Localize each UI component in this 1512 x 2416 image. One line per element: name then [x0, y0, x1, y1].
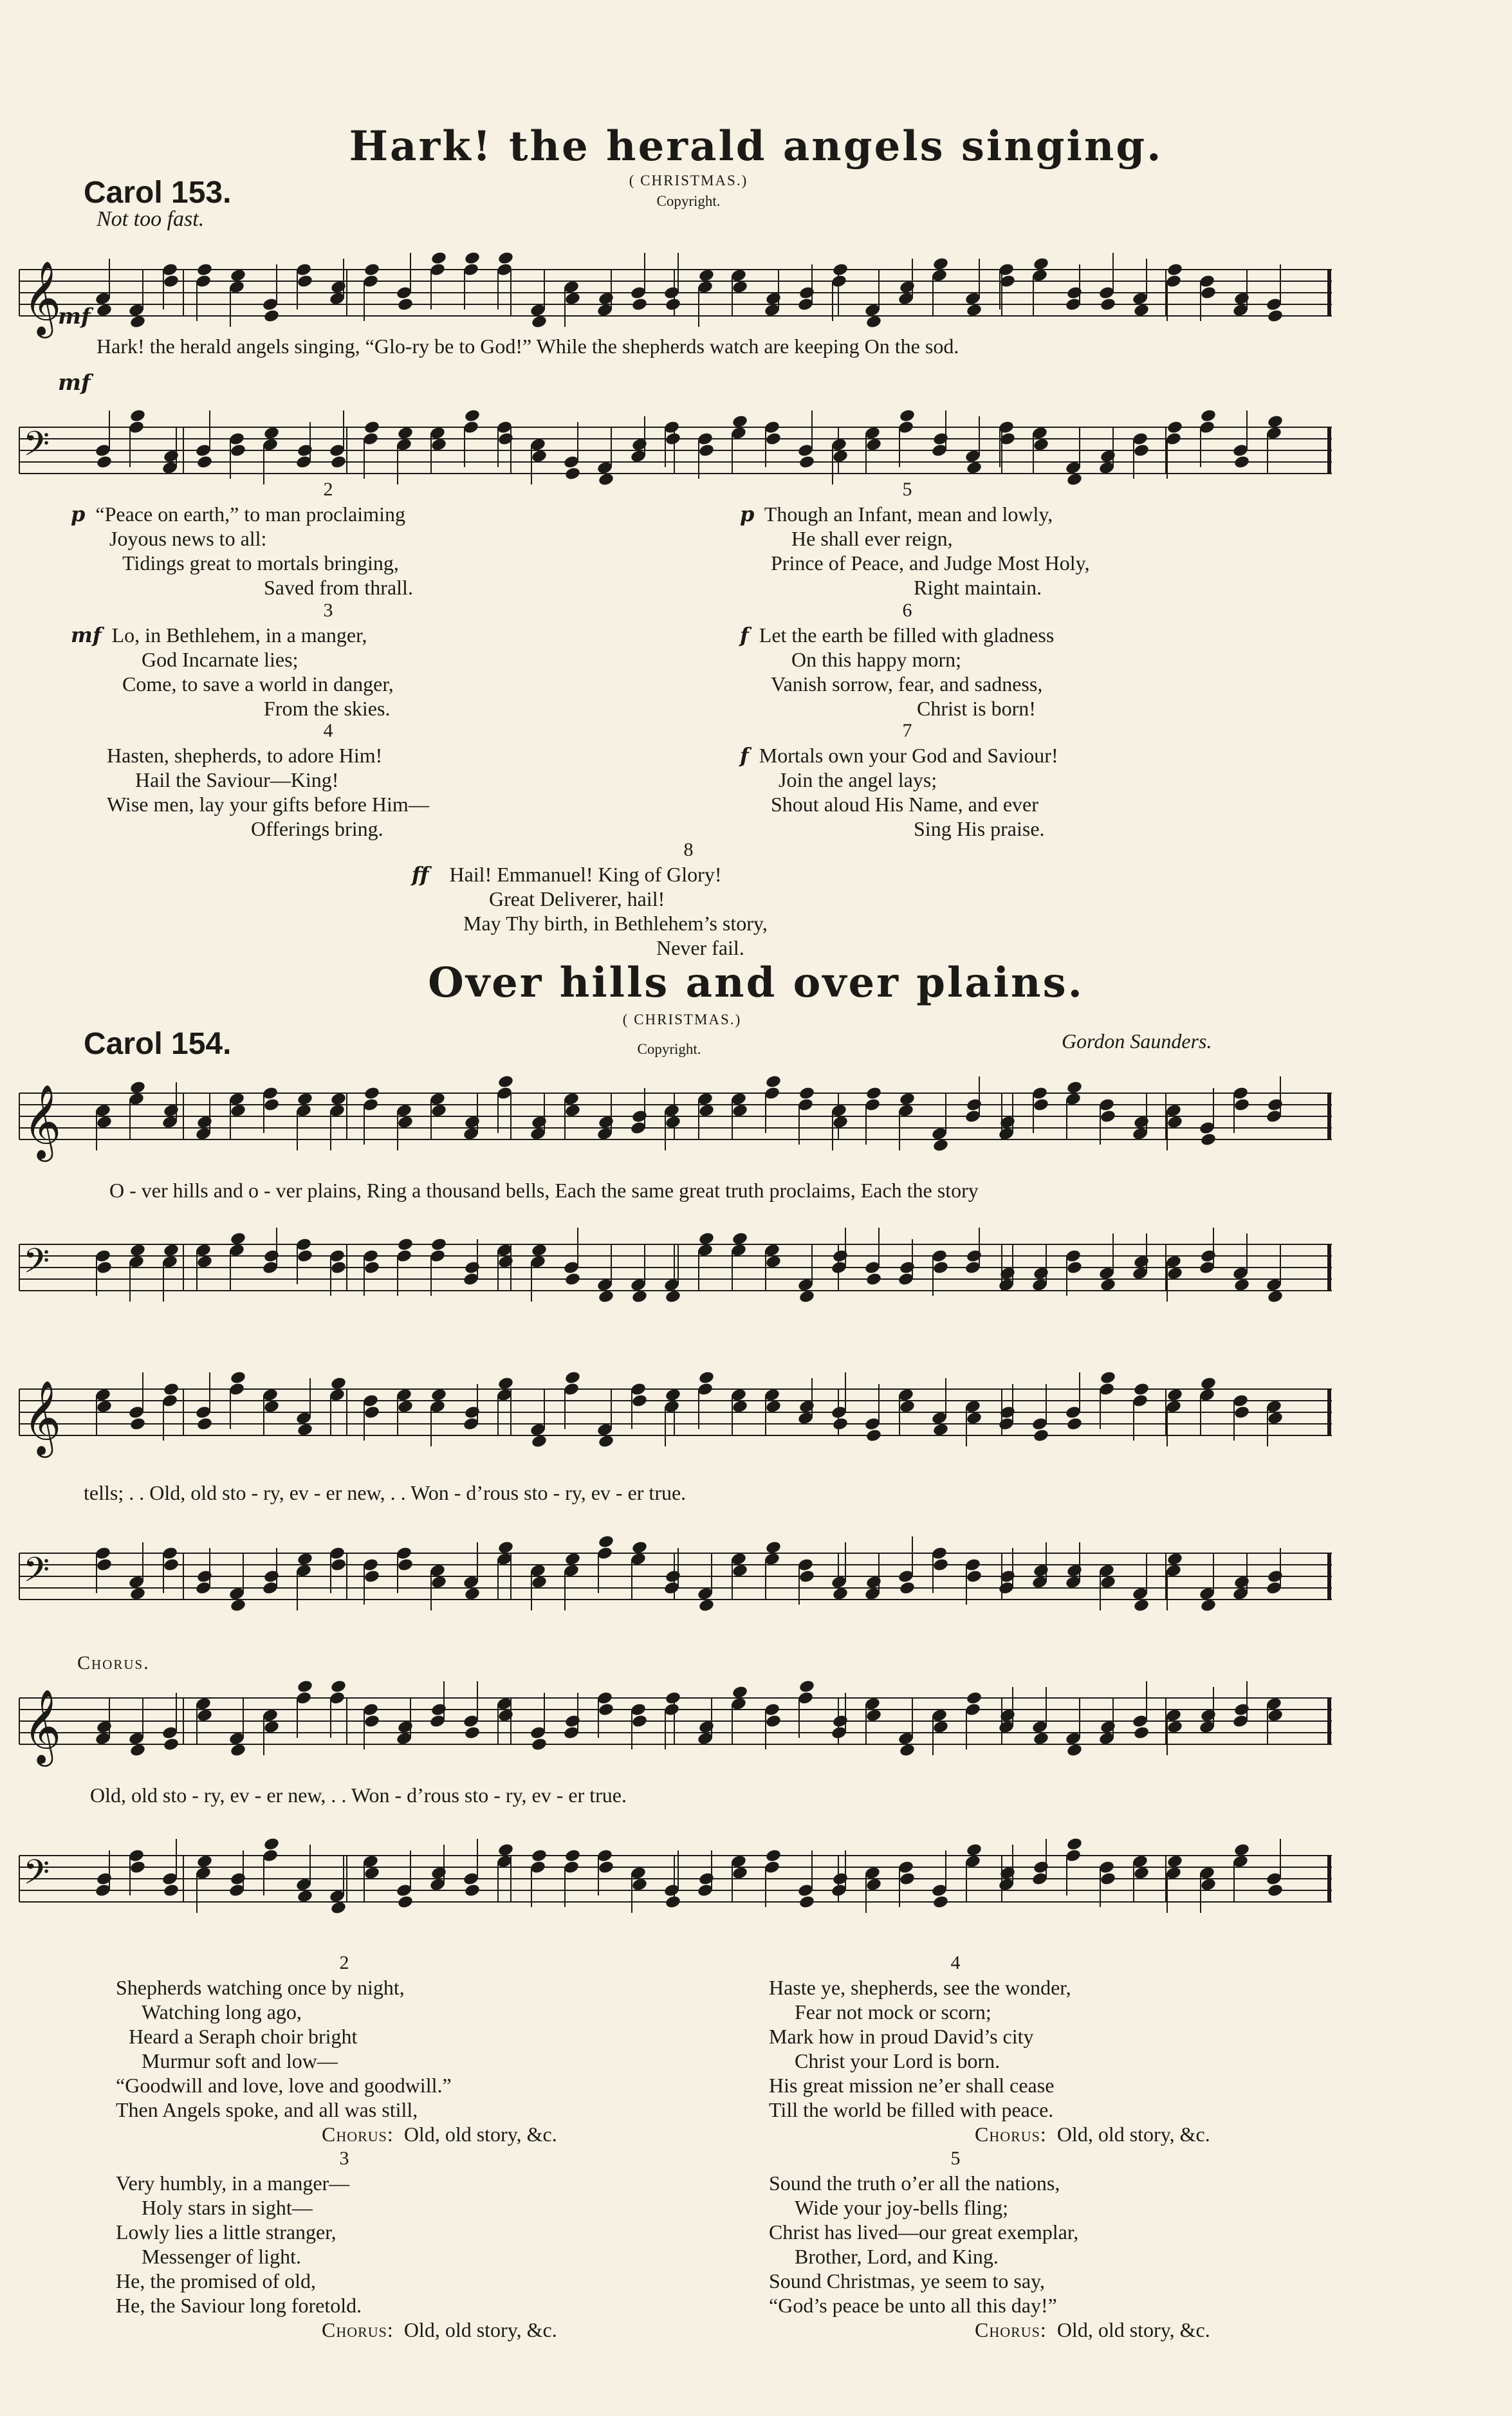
chorus-word: Chorus:: [975, 2318, 1047, 2341]
verse-line: Sound Christmas, ye seem to say,: [769, 2269, 1045, 2292]
chorus-word: Chorus:: [322, 2318, 394, 2341]
verse-line: “Goodwill and love, love and goodwill.”: [116, 2074, 452, 2097]
chorus-word: Chorus:: [322, 2123, 394, 2146]
verse-number: 4: [323, 720, 333, 741]
verse-number: 5: [950, 2148, 961, 2169]
verse-line: “Peace on earth,” to man proclaiming: [95, 503, 405, 526]
verse-line: Fear not mock or scorn;: [795, 2000, 991, 2024]
verse-line: Heard a Seraph choir bright: [129, 2025, 358, 2048]
carol-154-system-2-bass: [19, 1512, 1332, 1641]
verse-line: Right maintain.: [914, 576, 1042, 599]
verse-line: His great mission ne’er shall cease: [769, 2074, 1055, 2097]
carol-153-dynamic-treble: mf: [58, 304, 91, 329]
verse-line: Offerings bring.: [251, 817, 383, 840]
verse-line: Great Deliverer, hail!: [489, 887, 665, 910]
carol-154-composer: Gordon Saunders.: [1062, 1029, 1212, 1053]
notes: [95, 1228, 1284, 1304]
verse-line: Brother, Lord, and King.: [795, 2245, 999, 2268]
verse-line: Christ has lived—our great exemplar,: [769, 2220, 1079, 2244]
carol-154-chorus-bass: [19, 1814, 1332, 1943]
verse-line: Vanish sorrow, fear, and sadness,: [771, 672, 1043, 696]
verse-line: Mark how in proud David’s city: [769, 2025, 1034, 2048]
verse-line: Hail! Emmanuel! King of Glory!: [449, 863, 722, 886]
verse-number: 7: [902, 720, 912, 741]
verse-line: Come, to save a world in danger,: [122, 672, 394, 696]
notes: [95, 1074, 1284, 1153]
carol-153-verse-6: [740, 598, 1293, 721]
carol-153-verse-4: [71, 719, 585, 841]
verse-line: “God’s peace be unto all this day!”: [769, 2294, 1057, 2317]
carol-153-copyright: Copyright.: [656, 193, 721, 209]
verse-line: Watching long ago,: [142, 2000, 302, 2024]
verse-line: Mortals own your God and Saviour!: [759, 744, 1058, 767]
notes: [95, 1837, 1284, 1915]
carol-153-verse-7: [740, 719, 1293, 841]
verse-number: 3: [323, 600, 333, 621]
verse-dynamic: f: [740, 623, 749, 647]
verse-line: Wide your joy-bells fling;: [795, 2196, 1008, 2219]
verse-line: He, the Saviour long foretold.: [116, 2294, 362, 2317]
notes: [95, 409, 1284, 487]
verse-line: Joyous news to all:: [109, 527, 267, 550]
verse-line: Shepherds watching once by night,: [116, 1976, 405, 1999]
verse-line: Tidings great to mortals bringing,: [122, 551, 399, 575]
verse-line: Then Angels spoke, and all was still,: [116, 2098, 418, 2121]
verse-line: Very humbly, in a manger—: [116, 2172, 350, 2195]
treble-clef-icon: 𝄞: [23, 1688, 62, 1764]
chorus-word: Chorus:: [975, 2123, 1047, 2146]
verse-dynamic: p: [740, 502, 755, 526]
carol-153-verse-8: [412, 838, 1055, 960]
carol-154-verse-4: [769, 1951, 1335, 2146]
carol-154-chorus-lyric: Old, old sto - ry, ev - er new, . . Won - d’rous sto - ry, ev - er true.: [90, 1784, 627, 1807]
chorus-label: Chorus.: [77, 1652, 150, 1674]
verse-line: Shout aloud His Name, and ever: [771, 793, 1038, 816]
chorus-ref: Old, old story, &c.: [1056, 2318, 1210, 2341]
carol-153-lyric: Hark! the herald angels singing, “Glo-ry be to God!” While the shepherds watch are keeping On the sod.: [97, 335, 959, 358]
verse-line: Haste ye, shepherds, see the wonder,: [769, 1976, 1071, 1999]
verse-line: Sound the truth o’er all the nations,: [769, 2172, 1060, 2195]
bass-clef-icon: 𝄢: [23, 425, 50, 472]
chorus-ref: Old, old story, &c.: [403, 2123, 557, 2146]
carol-154-chorus-treble: [19, 1660, 1332, 1782]
verse-line: Wise men, lay your gifts before Him—: [107, 793, 429, 816]
treble-clef-icon: 𝄞: [23, 260, 62, 335]
verse-line: On this happy morn;: [791, 648, 961, 671]
verse-number: 2: [323, 479, 333, 500]
carol-154-verse-3: [116, 2146, 695, 2342]
verse-line: Let the earth be filled with gladness: [759, 623, 1055, 647]
verse-line: May Thy birth, in Bethlehem’s story,: [463, 912, 768, 935]
verse-line: Lowly lies a little stranger,: [116, 2220, 337, 2244]
verse-dynamic: ff: [412, 862, 429, 887]
notes: [95, 1679, 1284, 1758]
carol-153-verse-5: [740, 477, 1293, 600]
verse-dynamic: p: [71, 502, 86, 526]
carol-154-system-1-treble: [19, 1062, 1332, 1171]
verse-line: Though an Infant, mean and lowly,: [764, 503, 1053, 526]
bass-clef-icon: 𝄢: [23, 1853, 50, 1901]
verse-line: Prince of Peace, and Judge Most Holy,: [771, 551, 1090, 575]
verse-line: Saved from thrall.: [264, 576, 413, 599]
verse-number: 6: [902, 600, 912, 621]
verse-line: Hail the Saviour—King!: [135, 768, 339, 791]
verse-number: 8: [683, 839, 694, 860]
verse-line: He shall ever reign,: [791, 527, 953, 550]
notes: [95, 1535, 1284, 1613]
verse-dynamic: mf: [71, 623, 102, 647]
carol-154-system-2-treble: [19, 1351, 1332, 1473]
bass-clef-icon: 𝄢: [23, 1242, 50, 1289]
treble-clef-icon: 𝄞: [23, 1379, 62, 1455]
carol-154-occasion: ( CHRISTMAS.): [622, 1011, 742, 1028]
verse-line: Lo, in Bethlehem, in a manger,: [111, 623, 367, 647]
verse-line: Never fail.: [656, 936, 744, 959]
verse-line: He, the promised of old,: [116, 2269, 317, 2292]
verse-line: From the skies.: [264, 697, 391, 720]
verse-line: God Incarnate lies;: [142, 648, 299, 671]
verse-line: Till the world be filled with peace.: [769, 2098, 1054, 2121]
carol-154-copyright: Copyright.: [637, 1041, 701, 1057]
verse-number: 3: [339, 2148, 349, 2169]
bass-clef-icon: 𝄢: [23, 1551, 50, 1598]
verse-number: 5: [902, 479, 912, 500]
verse-line: Messenger of light.: [142, 2245, 301, 2268]
verse-line: Holy stars in sight—: [142, 2196, 313, 2219]
carol-153-verse-3: [71, 598, 585, 721]
verse-line: Murmur soft and low—: [142, 2049, 338, 2072]
carol-154-verse-5: [769, 2146, 1335, 2342]
chorus-ref: Old, old story, &c.: [1056, 2123, 1210, 2146]
verse-line: Join the angel lays;: [779, 768, 937, 791]
verse-line: Hasten, shepherds, to adore Him!: [107, 744, 383, 767]
verse-line: Christ is born!: [917, 697, 1036, 720]
carol-154-verse-2: [116, 1951, 695, 2146]
treble-clef-icon: 𝄞: [23, 1084, 62, 1159]
carol-153-dynamic-bass: mf: [58, 370, 91, 396]
notes: [95, 1370, 1284, 1449]
carol-154-title: Over hills and over plains.: [428, 959, 1084, 1007]
notes: [95, 251, 1284, 329]
carol-154-lyric-2: tells; . . Old, old sto - ry, ev - er new, . . Won - d’rous sto - ry, ev - er true.: [84, 1481, 687, 1504]
verse-line: Christ your Lord is born.: [795, 2049, 1000, 2072]
verse-number: 2: [339, 1952, 349, 1973]
carol-154-lyric-1: O - ver hills and o - ver plains, Ring a thousand bells, Each the same great truth proclaims, Each the story: [109, 1179, 979, 1202]
chorus-ref: Old, old story, &c.: [403, 2318, 557, 2341]
carol-153-tempo: Not too fast.: [97, 207, 205, 231]
carol-153-title: Hark! the herald angels singing.: [349, 122, 1163, 171]
carol-153-verse-2: [71, 477, 585, 600]
carol-154-number: Carol 154.: [84, 1027, 232, 1061]
verse-line: Sing His praise.: [914, 817, 1045, 840]
carol-153-number: Carol 153.: [84, 176, 232, 210]
verse-number: 4: [950, 1952, 961, 1973]
verse-dynamic: f: [740, 743, 749, 768]
carol-154-system-1-bass: [19, 1210, 1332, 1325]
carol-153-occasion: ( CHRISTMAS.): [629, 172, 748, 189]
